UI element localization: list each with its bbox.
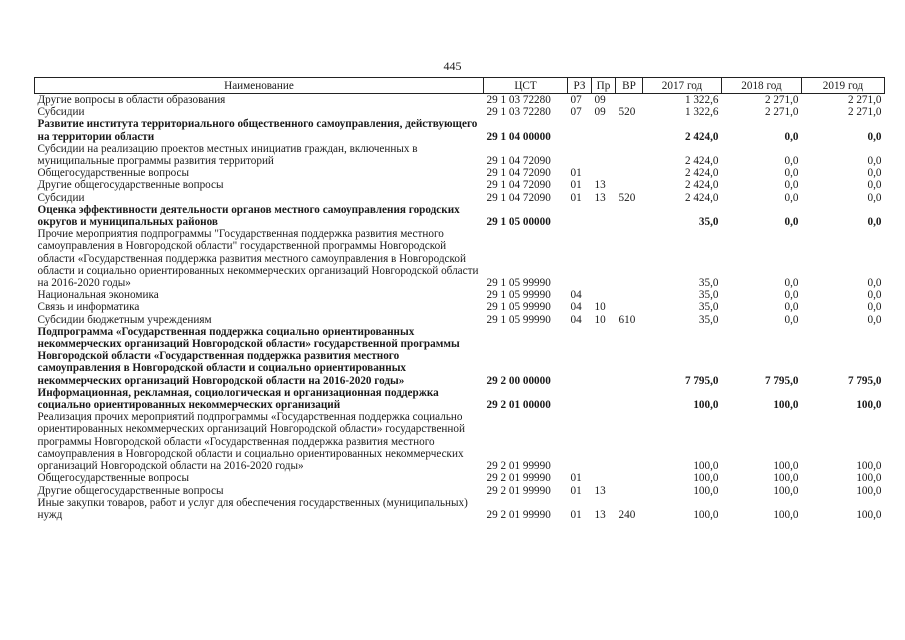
table-row [35,314,885,326]
row-rz [568,387,592,411]
row-rz [568,228,592,289]
row-value-2019: 100,0 [856,399,882,412]
row-value-2018: 2 271,0 [764,94,799,106]
row-name: Другие вопросы в области образования [37,94,226,106]
row-rz: 01 [570,191,582,204]
column-header-2018: 2018 год [722,78,802,94]
row-cst: 29 2 01 99990 [486,508,551,521]
row-cst: 29 1 05 99990 [486,289,551,302]
row-pr [592,326,616,387]
row-vr [616,228,643,289]
row-value-2017: 35,0 [698,301,719,314]
row-value-2019: 100,0 [856,484,882,497]
row-cst: 29 2 01 99990 [486,484,551,497]
row-value-2017: 100,0 [693,508,719,521]
table-row [35,143,885,167]
row-vr [616,143,643,167]
row-pr [592,167,616,179]
row-pr: 13 [594,508,606,521]
row-value-2017: 2 424,0 [684,167,719,180]
row-rz: 04 [570,289,582,302]
table-row [35,118,885,142]
row-pr [592,289,616,301]
row-name: Субсидии на реализацию проектов местных инициатив граждан, включенных в муниципальные программы развития территорий [37,142,418,168]
row-vr [616,204,643,228]
row-rz: 07 [570,94,582,106]
row-rz: 01 [570,179,582,192]
row-value-2019: 0,0 [867,130,882,143]
row-value-2019: 7 795,0 [847,374,882,387]
row-value-2019: 0,0 [867,191,882,204]
row-rz [568,118,592,142]
row-vr: 610 [618,313,636,326]
row-cst: 29 1 05 99990 [486,277,551,290]
table-row [35,301,885,313]
column-header-cst: ЦСТ [484,78,568,94]
row-rz [568,326,592,387]
row-name: Информационная, рекламная, социологическая и организационная поддержка социально ориентированных некоммерческих организаций [37,386,439,412]
row-vr [616,118,643,142]
row-name: Другие общегосударственные вопросы [37,484,224,497]
row-name: Субсидии бюджетным учреждениям [37,313,212,326]
row-value-2018: 100,0 [773,472,799,485]
row-pr: 09 [594,94,606,106]
row-value-2018: 0,0 [784,216,799,229]
row-vr [616,167,643,179]
row-rz: 01 [570,472,582,485]
row-value-2018: 0,0 [784,179,799,192]
table-row [35,497,885,521]
row-value-2018: 0,0 [784,313,799,326]
column-header-vr: ВР [616,78,643,94]
column-header-rz: РЗ [568,78,592,94]
row-cst: 29 1 05 99990 [486,313,551,326]
row-name: Связь и информатика [37,301,140,314]
column-header-pr: Пр [592,78,616,94]
row-vr [616,179,643,191]
row-value-2017: 1 322,6 [684,94,719,106]
table-row [35,326,885,387]
row-value-2018: 0,0 [784,191,799,204]
row-value-2018: 7 795,0 [764,374,799,387]
row-cst: 29 2 00 00000 [486,374,551,387]
row-rz [568,143,592,167]
row-value-2019: 0,0 [867,277,882,290]
row-cst: 29 1 05 00000 [486,216,551,229]
table-row [35,94,885,107]
row-rz: 04 [570,301,582,314]
row-vr: 240 [618,508,636,521]
row-vr: 520 [618,106,636,119]
row-cst: 29 2 01 99990 [486,460,551,473]
row-value-2019: 0,0 [867,289,882,302]
table-row [35,106,885,118]
row-vr: 520 [618,191,636,204]
row-value-2017: 7 795,0 [684,374,719,387]
row-cst: 29 1 03 72280 [486,106,551,119]
row-value-2017: 100,0 [693,472,719,485]
row-cst: 29 1 04 72090 [486,191,551,204]
table-row [35,192,885,204]
row-rz [568,204,592,228]
row-pr: 13 [594,179,606,192]
row-name: Субсидии [37,106,85,119]
row-value-2017: 2 424,0 [684,179,719,192]
row-value-2018: 0,0 [784,289,799,302]
row-pr [592,472,616,484]
budget-table [34,77,885,521]
row-pr: 09 [594,106,606,119]
row-rz: 04 [570,313,582,326]
row-name: Национальная экономика [37,289,159,302]
row-name: Иные закупки товаров, работ и услуг для обеспечения государственных (муниципальных) нужд [37,496,468,521]
row-value-2017: 35,0 [698,313,719,326]
table-row [35,387,885,411]
row-value-2018: 100,0 [773,508,799,521]
row-cst: 29 1 04 72090 [486,179,551,192]
row-pr: 10 [594,301,606,314]
row-vr [616,326,643,387]
row-name: Другие общегосударственные вопросы [37,179,224,192]
row-pr [592,204,616,228]
row-vr [616,411,643,472]
row-cst: 29 2 01 00000 [486,399,551,412]
row-value-2019: 0,0 [867,216,882,229]
row-value-2017: 100,0 [693,460,719,473]
table-row [35,204,885,228]
row-cst: 29 1 05 99990 [486,301,551,314]
row-vr [616,301,643,313]
table-body [35,94,885,522]
column-header-2017: 2017 год [643,78,722,94]
row-name: Прочие мероприятия подпрограммы "Государственная поддержка развития местного самоуправления в Новгородской области" государственной программы Новгородской области «Государственная поддержка развития местного самоуправления в Новгородской области и социально ориентированных некоммерческих организаций Новгородской области на 2016-2020 годы» [37,228,479,290]
table-row [35,472,885,484]
page-number: 445 [443,59,462,73]
table-row [35,228,885,289]
row-pr: 13 [594,484,606,497]
table-row [35,289,885,301]
row-pr [592,228,616,289]
row-value-2019: 100,0 [856,508,882,521]
row-rz: 01 [570,167,582,180]
table-row [35,485,885,497]
row-value-2017: 2 424,0 [684,130,719,143]
row-value-2017: 2 424,0 [684,155,719,168]
table-row [35,411,885,472]
row-value-2017: 100,0 [693,484,719,497]
row-value-2018: 100,0 [773,484,799,497]
row-rz: 01 [570,508,582,521]
row-name: Общегосударственные вопросы [37,472,190,485]
row-name: Подпрограмма «Государственная поддержка социально ориентированных некоммерческих организаций Новгородской области» государственной программы Новгородской области «Государственная поддержка развития местного самоуправления в Новгородской области и социально ориентированных некоммерческих организаций Новгородской области на 2016-2020 годы» [37,325,460,387]
row-value-2019: 0,0 [867,313,882,326]
row-value-2018: 0,0 [784,130,799,143]
row-value-2019: 2 271,0 [847,106,882,119]
row-value-2017: 35,0 [698,277,719,290]
row-pr: 10 [594,313,606,326]
row-value-2017: 35,0 [698,216,719,229]
row-value-2018: 100,0 [773,460,799,473]
row-value-2018: 2 271,0 [764,106,799,119]
row-cst: 29 1 04 72090 [486,167,551,180]
row-cst: 29 1 04 72090 [486,155,551,168]
row-value-2017: 1 322,6 [684,106,719,119]
row-value-2017: 35,0 [698,289,719,302]
row-pr [592,387,616,411]
row-name: Оценка эффективности деятельности органов местного самоуправления городских округов и муниципальных районов [37,203,460,229]
row-vr [616,387,643,411]
row-value-2017: 100,0 [693,399,719,412]
row-name: Субсидии [37,191,85,204]
row-value-2018: 0,0 [784,301,799,314]
row-vr [616,472,643,484]
row-value-2019: 100,0 [856,472,882,485]
row-name: Общегосударственные вопросы [37,167,190,180]
row-value-2019: 2 271,0 [847,94,882,106]
row-vr [616,94,643,107]
row-name: Реализация прочих мероприятий подпрограммы «Государственная поддержка социально ориентированных некоммерческих организаций Новгородской области» государственной программы Новгородской области «Государственная поддержка развития местного самоуправления в Новгородской области и социально ориентированных некоммерческих организаций Новгородской области на 2016-2020 годы» [37,411,465,473]
row-pr [592,118,616,142]
row-value-2017: 2 424,0 [684,191,719,204]
row-cst: 29 2 01 99990 [486,472,551,485]
column-header-name: Наименование [35,78,484,94]
row-value-2018: 0,0 [784,167,799,180]
row-value-2018: 0,0 [784,155,799,168]
row-value-2018: 0,0 [784,277,799,290]
row-pr [592,411,616,472]
row-pr [592,143,616,167]
row-pr: 13 [594,191,606,204]
row-value-2018: 100,0 [773,399,799,412]
table-row [35,167,885,179]
row-vr [616,289,643,301]
table-row [35,179,885,191]
table-header-row [35,78,885,94]
row-value-2019: 0,0 [867,167,882,180]
row-name: Развитие института территориального общественного самоуправления, действующего на территории области [37,118,478,143]
row-rz [568,411,592,472]
row-value-2019: 0,0 [867,179,882,192]
row-rz: 07 [570,106,582,119]
row-cst: 29 1 04 00000 [486,130,551,143]
row-rz: 01 [570,484,582,497]
row-vr [616,485,643,497]
row-value-2019: 100,0 [856,460,882,473]
row-value-2019: 0,0 [867,301,882,314]
row-cst: 29 1 03 72280 [486,94,551,106]
row-value-2019: 0,0 [867,155,882,168]
column-header-2019: 2019 год [802,78,885,94]
